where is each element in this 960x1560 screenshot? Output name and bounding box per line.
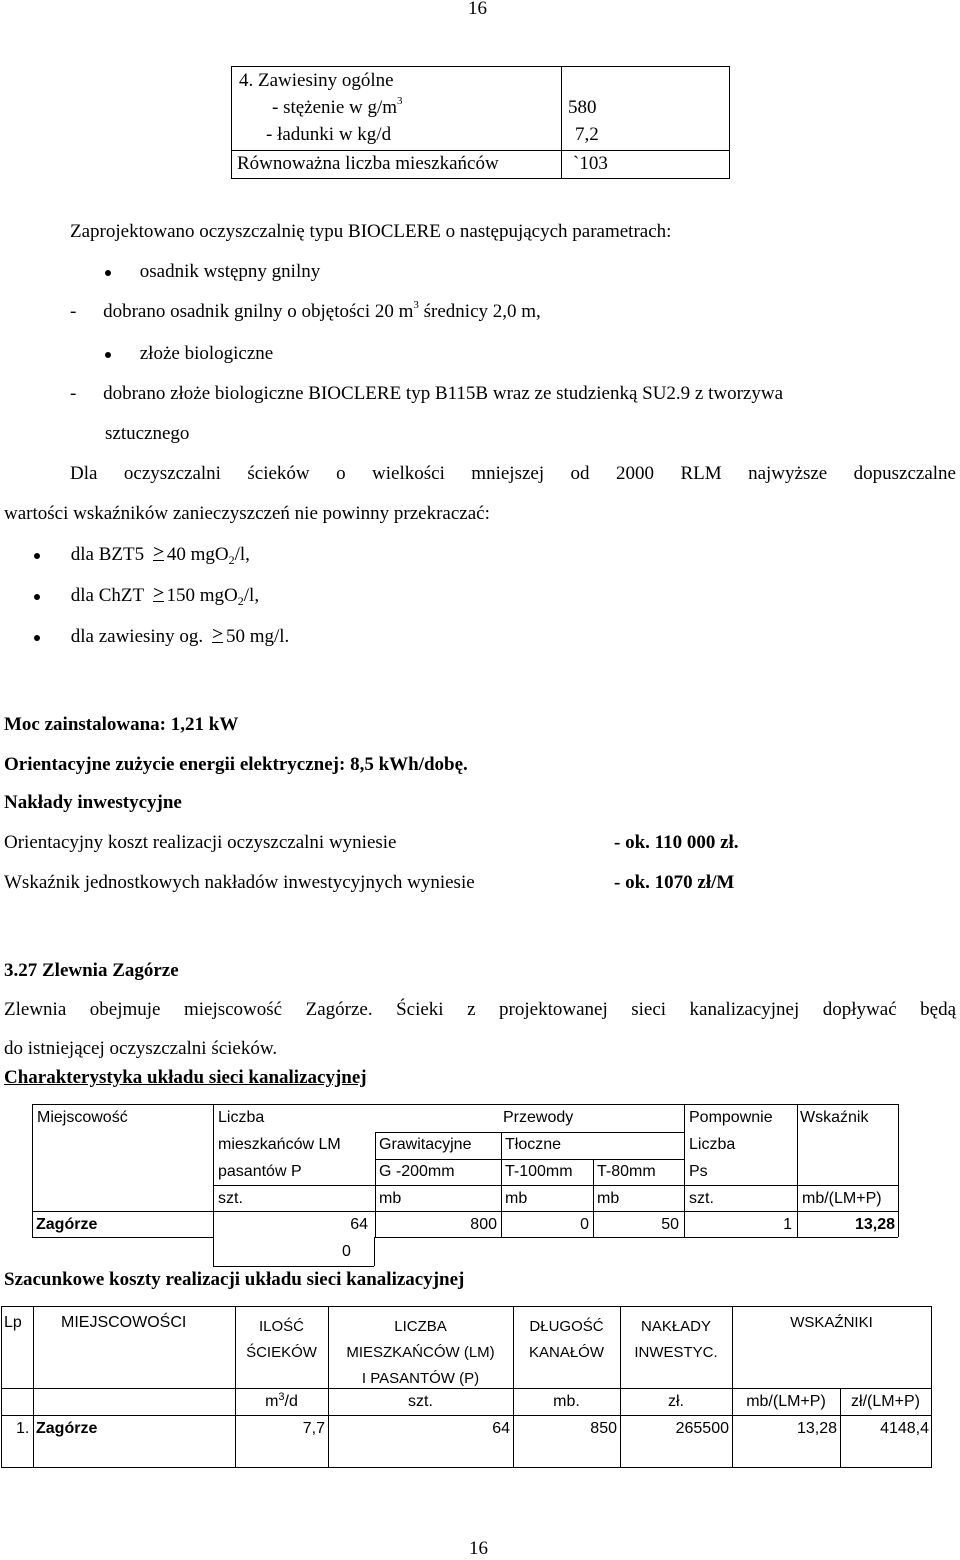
row-lp: 1. <box>16 1420 30 1437</box>
section-text-line1: Zlewnia obejmuje miejscowość Zagórze. Ścieki z projektowanej sieci kanalizacyjnej dopływać będą <box>4 999 956 1020</box>
value-cell: 1 <box>783 1216 792 1233</box>
bullet-icon <box>105 352 111 358</box>
limits-paragraph-line1: Dla oczyszczalni ścieków o wielkości mniejszej od 2000 RLM najwyższe dopuszczalne <box>70 463 956 484</box>
dash-item-continuation: sztucznego <box>105 423 190 444</box>
unit-index-value: - ok. 1070 zł/M <box>614 872 735 893</box>
network-heading: Charakterystyka układu sieci kanalizacyjnej <box>4 1067 367 1088</box>
header-pompownie: Pompownie <box>689 1109 773 1126</box>
value-cell: 265500 <box>675 1420 729 1437</box>
unit-cell: szt. <box>689 1190 714 1207</box>
header-pompownie-liczba: Liczba <box>689 1136 736 1153</box>
unit-cell: mb <box>597 1190 620 1207</box>
cost-label: Orientacyjny koszt realizacji oczyszczalni wyniesie <box>4 832 397 853</box>
value-cell: 64 <box>492 1420 510 1437</box>
intro-text: Zaprojektowano oczyszczalnię typu BIOCLERE o następujących parametrach: <box>70 221 672 242</box>
page-number-bottom: 16 <box>469 1538 488 1559</box>
section-text-line2: do istniejącej oczyszczalni ścieków. <box>4 1038 278 1059</box>
bullet-icon <box>105 270 111 276</box>
value-cell: 64 <box>350 1216 368 1233</box>
header-mieszkancow: mieszkańców LM <box>218 1136 341 1153</box>
network-table <box>32 1104 899 1267</box>
value-cell: 0 <box>580 1216 589 1233</box>
less-equal-icon <box>211 629 223 643</box>
unit-zl: zł. <box>668 1393 684 1410</box>
dash-item: - dobrano osadnik gnilny o objętości 20 $m^3$ średnicy 2,0 m, <box>70 299 541 322</box>
header-miejscowosci: MIEJSCOWOŚCI <box>61 1314 187 1331</box>
bullet-icon <box>34 553 40 559</box>
energy-consumption: Orientacyjne zużycie energii elektrycznej: 8,5 kWh/dobę. <box>4 754 468 775</box>
investment-heading: Nakłady inwestycyjne <box>4 792 182 813</box>
header-tloczne: Tłoczne <box>505 1136 562 1153</box>
value-cell: 7,7 <box>302 1420 325 1437</box>
header-t100: T-100mm <box>505 1163 573 1180</box>
pollutant-table <box>231 66 730 179</box>
less-equal-icon <box>152 588 164 602</box>
value-cell: 800 <box>470 1216 497 1233</box>
dash-item: - dobrano złoże biologiczne BIOCLERE typ B115B wraz ze studzienką SU2.9 z tworzywa <box>70 383 784 404</box>
load-value: 7,2 <box>575 124 599 145</box>
unit-cell: mb <box>505 1190 528 1207</box>
value-cell: 850 <box>590 1420 617 1437</box>
header-grawitacyjne: Grawitacyjne <box>379 1136 472 1153</box>
section-heading: 3.27 Zlewnia Zagórze <box>4 960 179 981</box>
value-cell-second-line: 0 <box>342 1243 351 1260</box>
header-ilosc: ILOŚĆ ŚCIEKÓW <box>246 1318 317 1361</box>
item-title: 4. Zawiesiny ogólne <box>239 70 394 91</box>
header-wskaznik: Wskaźnik <box>800 1109 869 1126</box>
header-liczba: Liczba <box>218 1109 265 1126</box>
limits-paragraph-line2: wartości wskaźników zanieczyszczeń nie powinny przekraczać: <box>4 503 490 524</box>
less-equal-icon <box>152 547 164 561</box>
limit-item-suspended: dla zawiesiny og. 50 mg/l. <box>34 626 289 648</box>
limit-item-cod: dla ChZT 150 mgO$_2$/l, <box>34 585 259 607</box>
limit-item-bod: dla BZT5 40 mgO$_2$/l, <box>34 544 250 566</box>
bullet-item: osadnik wstępny gnilny <box>105 261 320 283</box>
unit-mb: mb. <box>553 1393 580 1410</box>
value-cell: 4148,4 <box>880 1420 929 1437</box>
header-wskazniki: WSKAŹNIKI <box>790 1314 873 1331</box>
unit-cell: mb/(LM+P) <box>802 1190 882 1207</box>
row-name: Zagórze <box>36 1216 98 1233</box>
value-cell: 13,28 <box>854 1216 895 1233</box>
cost-value: - ok. 110 000 zł. <box>614 832 739 853</box>
unit-index-label: Wskaźnik jednostkowych nakładów inwestycyjnych wyniesie <box>4 872 475 893</box>
header-lp: Lp <box>4 1314 22 1331</box>
bullet-icon <box>34 594 40 600</box>
unit-cell: mb <box>379 1190 402 1207</box>
header-t80: T-80mm <box>597 1163 656 1180</box>
header-dlugosc: DŁUGOŚĆ KANAŁÓW <box>528 1318 604 1361</box>
header-naklady: NAKŁADY INWESTYC. <box>634 1318 718 1361</box>
unit-m3: $m^3/d$ <box>265 1391 298 1410</box>
concentration-value: 580 <box>568 97 597 118</box>
cost-estimate-heading: Szacunkowe koszty realizacji układu sieci kanalizacyjnej <box>4 1269 465 1290</box>
row-name: Zagórze <box>36 1420 98 1437</box>
page-number-top: 16 <box>468 0 487 19</box>
cost-table <box>1 1306 932 1468</box>
unit-mb-per-capita: mb/(LM+P) <box>746 1393 826 1410</box>
header-liczba: LICZBA MIESZKAŃCÓW (LM) I PASANTÓW (P) <box>346 1318 495 1387</box>
unit-cell: szt. <box>218 1190 243 1207</box>
population-equivalent-value: `103 <box>573 153 608 174</box>
header-przewody: Przewody <box>503 1109 574 1126</box>
header-miejscowosc: Miejscowość <box>37 1109 128 1126</box>
unit-szt: szt. <box>408 1393 433 1410</box>
population-equivalent-label: Równoważna liczba mieszkańców <box>237 153 499 174</box>
value-cell: 13,28 <box>796 1420 837 1437</box>
installed-power: Moc zainstalowana: 1,21 kW <box>4 714 239 735</box>
header-g200: G -200mm <box>379 1163 455 1180</box>
header-ps: Ps <box>689 1163 708 1180</box>
dash: - <box>70 383 77 404</box>
value-cell: 50 <box>661 1216 679 1233</box>
bullet-item: złoże biologiczne <box>105 343 273 365</box>
unit-zl-per-capita: zł/(LM+P) <box>851 1393 920 1410</box>
header-pasantow: pasantów P <box>218 1163 302 1180</box>
bullet-icon <box>34 635 40 641</box>
load-label: - ładunki w kg/d <box>266 124 392 145</box>
dash: - <box>70 301 77 322</box>
concentration-label: - stężenie w $g/m^3$ <box>272 95 403 118</box>
